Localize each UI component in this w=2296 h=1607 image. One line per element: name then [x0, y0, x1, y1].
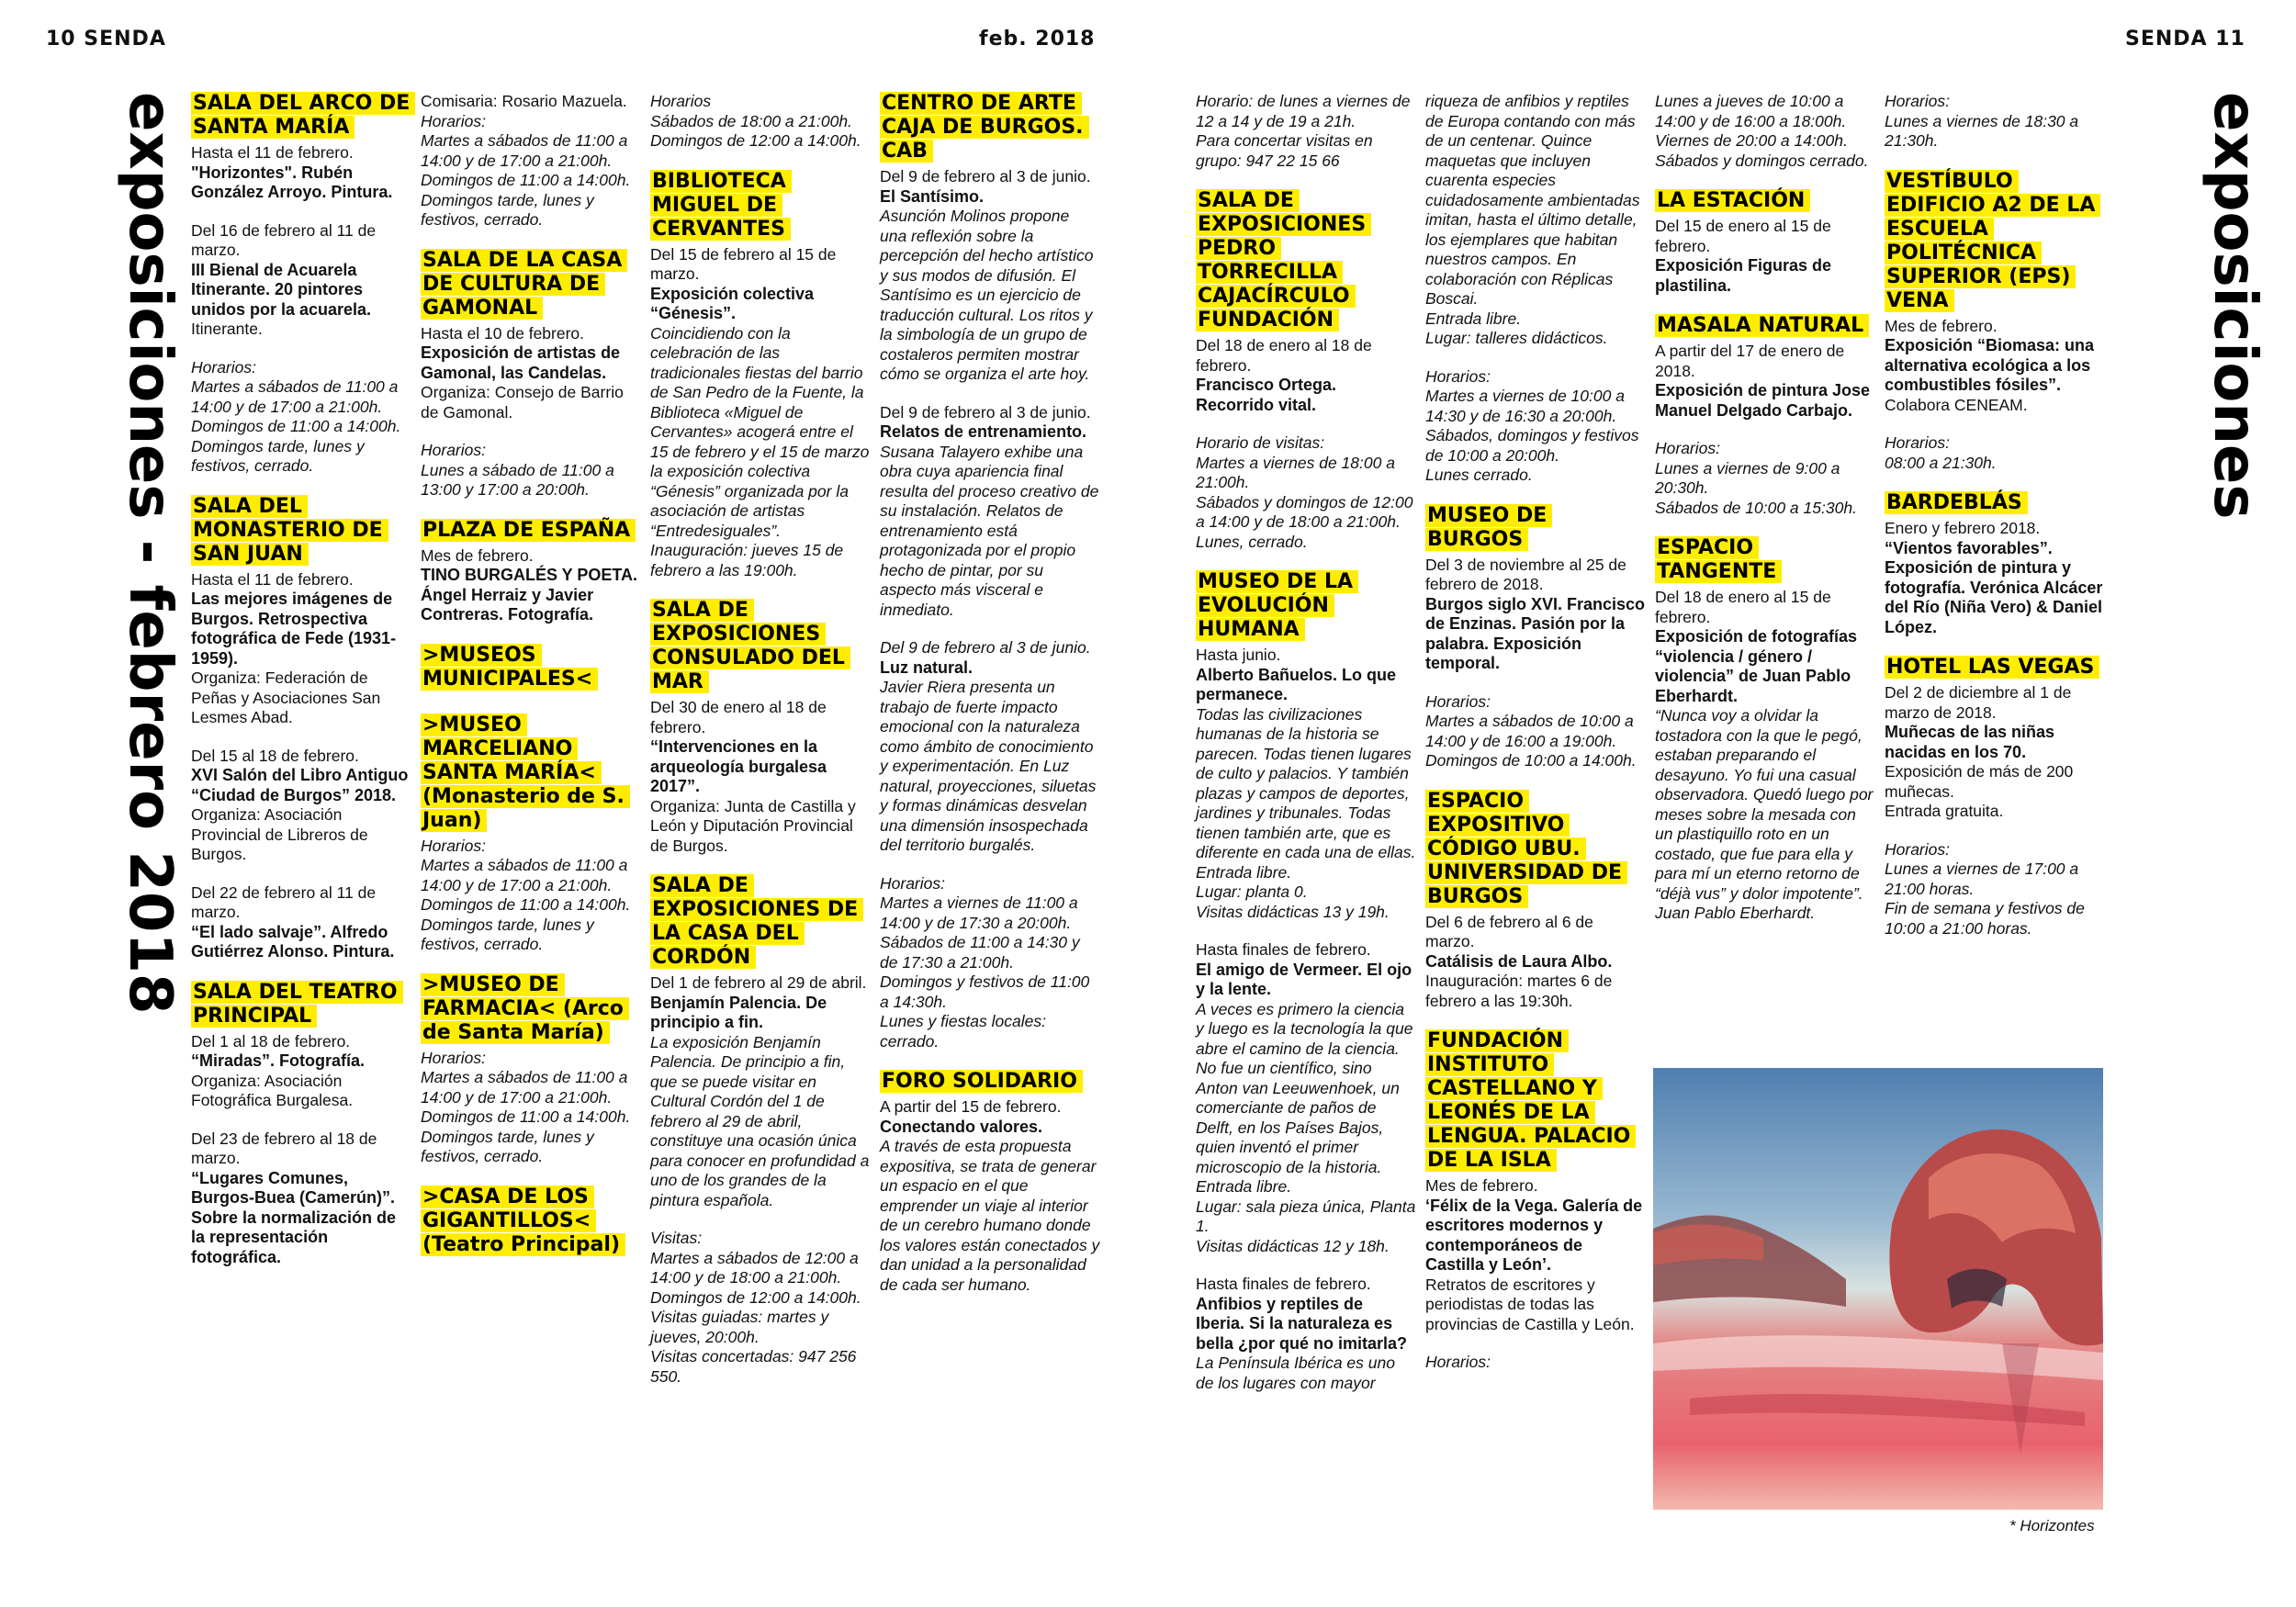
venue-heading — [880, 92, 1100, 163]
venue-heading — [1425, 790, 1646, 909]
spacer — [880, 856, 1100, 874]
spacer — [421, 500, 641, 519]
note-text: Fin de semana y festivos de 10:00 a 21:00 horas. — [1885, 899, 2085, 938]
column-7 — [1655, 92, 1875, 924]
venue-heading — [421, 973, 641, 1045]
venue-heading — [1655, 189, 1875, 213]
note-text: Asunción Molinos propone una reflexión sobre la percepción del hecho artístico y sus modos de difusión. El Santísimo es un ejercicio de traducción cultural. Los ritos y la simbología de un grupo de costaleros permiten mostrar cómo se organiza el arte hoy. — [880, 207, 1094, 383]
note-text: Domingos de 11:00 a 14:00h. — [191, 417, 401, 435]
venue-heading-text: >MUSEO DE FARMACIA< (Arco de Santa María) — [421, 973, 629, 1044]
spacer — [1196, 922, 1416, 940]
note-text: Lugar: talleres didácticos. — [1425, 329, 1608, 347]
note-text: Domingos y festivos de 11:00 a 14:30h. — [880, 972, 1090, 1011]
info-text: Organiza: Asociación Provincial de Libreros de Burgos. — [191, 805, 368, 863]
note-text: Domingos de 10:00 a 14:00h. — [1425, 751, 1637, 770]
note-text: Horarios: — [1425, 366, 1491, 386]
info-text: Hasta el 11 de febrero. — [191, 143, 354, 162]
exhibition-title: TINO BURGALÉS Y POETA. Ángel Herraiz y Javier Contreras. Fotografía. — [421, 566, 638, 624]
venue-heading-text: >CASA DE LOS GIGANTILLOS< (Teatro Principal) — [421, 1186, 625, 1256]
note-text: Entrada libre. — [1196, 1177, 1292, 1196]
venue-heading-text: SALA DE EXPOSICIONES CONSULADO DEL MAR — [650, 599, 850, 693]
spacer — [880, 385, 1100, 403]
venue-heading — [1885, 656, 2105, 680]
note-text: 08:00 a 21:30h. — [1885, 453, 1997, 472]
exhibition-title: “Intervenciones en la arqueología burgalesa 2017”. — [650, 737, 827, 795]
info-text: Mes de febrero. — [1425, 1176, 1538, 1195]
note-text: La Península Ibérica es uno de los lugares con mayor — [1196, 1354, 1395, 1392]
info-text: Del 2 de diciembre al 1 de marzo de 2018. — [1885, 683, 2072, 722]
exhibition-title: “Vientos favorables”. Exposición de pintura y fotografía. Verónica Alcácer del Río (Niña Vero) & Daniel López. — [1885, 538, 2103, 636]
note-text: Domingos de 11:00 a 14:00h. — [421, 171, 631, 189]
info-text: Itinerante. — [191, 320, 263, 338]
info-text: Del 9 de febrero al 3 de junio. — [880, 167, 1091, 185]
note-text: Martes a viernes de 10:00 a 14:30 y de 16:30 a 20:00h. — [1425, 387, 1625, 425]
venue-heading-text: PLAZA DE ESPAÑA — [421, 519, 636, 542]
venue-heading — [191, 495, 411, 567]
info-text: Del 22 de febrero al 11 de marzo. — [191, 882, 377, 921]
note-text: Sábados de 11:00 a 14:30 y de 17:30 a 21:00h. — [880, 933, 1080, 972]
spacer — [191, 728, 411, 747]
note-text: Martes a viernes de 18:00 a 21:00h. — [1196, 453, 1395, 491]
spacer — [191, 477, 411, 495]
spacer — [1885, 822, 2105, 840]
note-text: Horarios: — [1425, 1353, 1491, 1371]
venue-heading-text: MASALA NATURAL — [1655, 314, 1869, 337]
note-text: Juan Pablo Eberhardt. — [1655, 904, 1816, 922]
venue-heading — [191, 92, 411, 140]
exhibition-title: Exposición colectiva “Génesis”. — [650, 284, 815, 322]
venue-heading — [650, 874, 871, 970]
column-3 — [650, 92, 871, 1387]
spacer — [421, 422, 641, 441]
spacer — [1425, 486, 1646, 504]
venue-heading-text: MUSEO DE BURGOS — [1425, 504, 1552, 551]
venue-heading — [421, 644, 641, 691]
exhibition-title: Francisco Ortega. Recorrido vital. — [1196, 376, 1337, 414]
info-text: A partir del 17 de enero de 2018. — [1655, 342, 1845, 380]
column-6 — [1425, 92, 1646, 1373]
note-text: Sábados y domingos cerrado. — [1655, 151, 1869, 170]
spacer — [650, 856, 871, 874]
venue-heading-text: FORO SOLIDARIO — [880, 1070, 1083, 1093]
note-text: Martes a sábados de 12:00 a 14:00 y de 18:00 a 21:00h. — [650, 1248, 859, 1287]
venue-heading — [421, 249, 641, 320]
note-text: Domingos tarde, lunes y festivos, cerrado. — [421, 915, 594, 953]
note-text: Lunes a viernes de 9:00 a 20:30h. — [1655, 458, 1840, 497]
spacer — [421, 625, 641, 644]
venue-heading-text: MUSEO DE LA EVOLUCIÓN HUMANA — [1196, 570, 1358, 641]
venue-heading — [880, 1070, 1100, 1094]
side-title-left: exposiciones - febrero 2018 — [116, 92, 184, 1015]
exhibition-title: Exposición de pintura Jose Manuel Delgado Carbajo. — [1655, 381, 1871, 420]
spacer — [650, 152, 871, 170]
note-text: Susana Talayero exhibe una obra cuya apariencia final resulta del proceso creativo de su instalación. Relatos de entrenamiento está protagonizada por el propio hecho de pintar, por su aspecto más visceral e inmediato. — [880, 442, 1099, 619]
info-text: Mes de febrero. — [421, 545, 534, 565]
info-text: Organiza: Consejo de Barrio de Gamonal. — [421, 383, 624, 421]
note-text: Visitas concertadas: 947 256 550. — [650, 1347, 857, 1386]
info-text: Hasta finales de febrero. — [1196, 940, 1371, 959]
note-text: Horarios: — [191, 357, 256, 376]
note-text: Martes a sábados de 11:00 a 14:00 y de 17:00 a 21:00h. — [421, 1068, 628, 1107]
spacer — [1885, 152, 2105, 170]
info-text: Del 1 de febrero al 29 de abril. — [650, 973, 867, 992]
spacer — [880, 620, 1100, 638]
spacer — [191, 865, 411, 883]
info-text: Del 3 de noviembre al 25 de febrero de 2018. — [1425, 555, 1626, 593]
spacer — [191, 1111, 411, 1129]
info-text: A partir del 15 de febrero. — [880, 1097, 1062, 1116]
info-text: Organiza: Asociación Fotográfica Burgalesa. — [191, 1071, 354, 1109]
note-text: Martes a viernes de 11:00 a 14:00 y de 17:30 a 20:00h. — [880, 893, 1078, 932]
exhibition-title: Exposición de artistas de Gamonal, las Candelas. — [421, 343, 621, 382]
spacer — [1196, 1256, 1416, 1275]
note-text: Visitas: — [650, 1229, 703, 1247]
painting-horizontes — [1653, 1068, 2103, 1510]
venue-heading-text: HOTEL LAS VEGAS — [1885, 656, 2099, 679]
side-title-right: exposiciones — [2200, 92, 2268, 520]
venue-heading-text: ESPACIO EXPOSITIVO CÓDIGO UBU. UNIVERSIDAD DE BURGOS — [1425, 790, 1627, 908]
exhibition-title: Catálisis de Laura Albo. — [1425, 951, 1613, 971]
note-text: Horarios: — [1885, 92, 1950, 110]
venue-heading-text: CENTRO DE ARTE CAJA DE BURGOS. CAB — [880, 92, 1089, 163]
note-text: Domingos de 12:00 a 14:00h. — [650, 131, 861, 150]
spacer — [1885, 637, 2105, 656]
info-text: Inauguración: martes 6 de febrero a las 19:30h. — [1425, 972, 1613, 1010]
exhibition-title: "Horizontes". Rubén González Arroyo. Pintura. — [191, 163, 393, 201]
exhibition-title: Exposición “Biomasa: una alternativa ecológica a los combustibles fósiles”. — [1885, 336, 2095, 394]
exhibition-title: Muñecas de las niñas nacidas en los 70. — [1885, 723, 2055, 761]
venue-heading-text: BARDEBLÁS — [1885, 491, 2028, 514]
exhibition-title: El Santísimo. — [880, 186, 985, 206]
note-text: Horarios: — [421, 441, 486, 459]
spacer — [650, 1210, 871, 1229]
page-number-left: 10 SENDA — [46, 28, 166, 51]
exhibition-title: Exposición Figuras de plastilina. — [1655, 256, 1832, 295]
note-text: Sábados de 10:00 a 15:30h. — [1655, 498, 1857, 517]
note-text: Horarios: — [1885, 839, 1950, 859]
note-text: A través de esta propuesta expositiva, se trata de generar un espacio en el que emprender un viaje al interior de un cerebro humano donde los valores están conectados y dan unidad a la personalidad de cada ser humano. — [880, 1137, 1100, 1294]
note-text: Horario de visitas: — [1196, 433, 1325, 452]
note-text: Horarios: — [421, 836, 486, 855]
note-text: Visitas guiadas: martes y jueves, 20:00h. — [650, 1308, 829, 1346]
info-text: Hasta finales de febrero. — [1196, 1275, 1371, 1293]
info-text: Del 1 al 18 de febrero. — [191, 1031, 351, 1051]
note-text: A veces es primero la ciencia y luego es la tecnología la que abre el camino de la ciencia. No fue un científico, sino Anton van Leeuwenhoek, un comerciante de paños de Delft, en los Países Bajos, quien inventó el primer microscopio de la historia. — [1196, 999, 1413, 1176]
note-text: Horarios: — [1425, 691, 1491, 711]
spacer — [421, 230, 641, 249]
info-text: Del 15 al 18 de febrero. — [191, 746, 359, 765]
venue-heading — [650, 599, 871, 694]
exhibition-title: XVI Salón del Libro Antiguo “Ciudad de Burgos” 2018. — [191, 766, 409, 804]
column-1 — [191, 92, 411, 1267]
info-text: Del 23 de febrero al 18 de marzo. — [191, 1129, 377, 1167]
spacer — [1655, 421, 1875, 439]
spacer — [650, 580, 871, 599]
spacer — [1655, 518, 1875, 536]
note-text: Para concertar visitas en grupo: 947 22 15 66 — [1196, 131, 1373, 170]
note-text: Martes a sábados de 11:00 a 14:00 y de 17:00 a 21:00h. — [421, 131, 628, 170]
venue-heading — [191, 981, 411, 1028]
venue-heading — [421, 519, 641, 543]
note-text: Lunes a viernes de 17:00 a 21:00 horas. — [1885, 860, 2079, 898]
note-text: Todas las civilizaciones humanas de la historia se parecen. Todas tienen lugares de culto y palacios. Y también plazas y campos de deportes, jardines y tribunales. Todas tienen también arte, que es diferente en cada una de ellas. — [1196, 704, 1416, 861]
exhibition-title: “Miradas”. Fotografía. — [191, 1051, 366, 1070]
spacer — [1425, 1011, 1646, 1029]
spacer — [1425, 674, 1646, 692]
venue-heading-text: SALA DE EXPOSICIONES DE LA CASA DEL CORDÓN — [650, 874, 863, 969]
venue-heading — [1655, 314, 1875, 338]
note-text: Sábados y domingos de 12:00 a 14:00 y de 18:00 a 21:00h. — [1196, 492, 1413, 531]
exhibition-title: ‘Félix de la Vega. Galería de escritores modernos y contemporáneos de Castilla y León’. — [1425, 1196, 1643, 1274]
exhibition-title: Anfibios y reptiles de Iberia. Si la naturaleza es bella ¿por qué no imitarla? — [1196, 1294, 1408, 1353]
note-text: Sábados de 18:00 a 21:00h. — [650, 111, 852, 130]
spacer — [1655, 171, 1875, 189]
spacer — [1425, 1334, 1646, 1353]
note-text: Lunes y fiestas locales: cerrado. — [880, 1012, 1046, 1051]
spacer — [1196, 171, 1416, 189]
venue-heading-text: >MUSEO MARCELIANO SANTA MARÍA< (Monasterio de S. Juan) — [421, 714, 630, 832]
venue-heading-text: LA ESTACIÓN — [1655, 189, 1810, 212]
spacer — [1655, 296, 1875, 314]
info-text: Exposición de más de 200 muñecas. — [1885, 762, 2074, 801]
exhibition-title: El amigo de Vermeer. El ojo y la lente. — [1196, 960, 1412, 998]
info-text: Hasta el 11 de febrero. — [191, 569, 354, 589]
note-text: Coincidiendo con la celebración de las tradicionales fiestas del barrio de San Pedro de la Fuente, la Biblioteca «Miguel de Cervantes» acogerá entre el 15 de febrero y el 15 de marzo la exposición colectiva “Génesis” organizada por la asociación de artistas “Entredesiguales”. Inauguración: jueves 15 de febrero a las 19:00h. — [650, 323, 870, 579]
exhibition-title: Luz natural. — [880, 657, 974, 677]
venue-heading-text: SALA DE LA CASA DE CULTURA DE GAMONAL — [421, 249, 627, 320]
info-text: Hasta junio. — [1196, 646, 1281, 664]
venue-heading — [1196, 189, 1416, 332]
info-text: Comisaria: Rosario Mazuela. — [421, 92, 627, 110]
note-text: Horarios: — [880, 873, 945, 893]
info-text: Del 30 de enero al 18 de febrero. — [650, 698, 827, 736]
note-text: Domingos tarde, lunes y festivos, cerrado. — [421, 190, 594, 229]
exhibition-title: Exposición de fotografías “violencia / género / violencia” de Juan Pablo Eberhardt. — [1655, 627, 1858, 705]
note-text: Martes a sábados de 11:00 a 14:00 y de 17:00 a 21:00h. — [421, 856, 628, 894]
column-2 — [421, 92, 641, 1261]
exhibition-title: Relatos de entrenamiento. — [880, 422, 1087, 441]
note-text: Horarios: — [1885, 433, 1950, 452]
note-text: riqueza de anfibios y reptiles de Europa contando con más de un centenar. Quince maquetas que incluyen cuarenta especies cuidadosamente ambientadas imitan, hasta el último detalle, los ejemplares que habitan nuestros campos. En colaboración con Réplicas Boscai. — [1425, 92, 1640, 308]
note-text: Entrada libre. — [1425, 309, 1522, 328]
spacer — [421, 955, 641, 973]
spacer — [191, 340, 411, 358]
spacer — [1196, 552, 1416, 570]
column-4 — [880, 92, 1100, 1295]
venue-heading — [1885, 170, 2105, 313]
image-caption: * Horizontes — [2009, 1517, 2095, 1534]
venue-heading — [1885, 491, 2105, 515]
info-text: Entrada gratuita. — [1885, 802, 2004, 820]
venue-heading-text: ESPACIO TANGENTE — [1655, 536, 1782, 583]
column-5 — [1196, 92, 1416, 1393]
info-text: Organiza: Junta de Castilla y León y Diputación Provincial de Burgos. — [650, 796, 856, 855]
spacer — [1885, 415, 2105, 433]
info-text: Organiza: Federación de Peñas y Asociaciones San Lesmes Abad. — [191, 669, 381, 726]
info-text: Enero y febrero 2018. — [1885, 519, 2041, 537]
venue-heading — [1425, 1029, 1646, 1173]
info-text: Del 18 de enero al 15 de febrero. — [1655, 588, 1831, 626]
venue-heading-text: SALA DEL MONASTERIO DE SAN JUAN — [191, 495, 388, 566]
note-text: Horarios: — [421, 1048, 486, 1067]
info-text: Del 15 de febrero al 15 de marzo. — [650, 244, 837, 283]
info-text: Del 16 de febrero al 11 de marzo. — [191, 220, 377, 259]
exhibition-title: Burgos siglo XVI. Francisco de Enzinas. Pasión por la palabra. Exposición temporal. — [1425, 594, 1646, 672]
spacer — [421, 1167, 641, 1186]
note-text: Lunes cerrado. — [1425, 466, 1533, 484]
note-text: Horario: de lunes a viernes de 12 a 14 y de 19 a 21h. — [1196, 92, 1411, 130]
note-text: Domingos de 11:00 a 14:00h. — [421, 1107, 631, 1126]
venue-heading-text: SALA DEL ARCO DE SANTA MARÍA — [191, 92, 415, 139]
note-text: La exposición Benjamín Palencia. De principio a fin, que se puede visitar en Cultural Cordón del 1 de febrero al 29 de abril, constituye una ocasión única para conocer en profundidad a uno de los grandes de la pintura española. — [650, 1032, 870, 1209]
venue-heading-text: BIBLIOTECA MIGUEL DE CERVANTES — [650, 170, 792, 241]
exhibition-title: “El lado salvaje”. Alfredo Gutiérrez Alonso. Pintura. — [191, 922, 395, 961]
venue-heading-text: FUNDACIÓN INSTITUTO CASTELLANO Y LEONÉS DE LA LENGUA. PALACIO DE LA ISLA — [1425, 1029, 1636, 1172]
info-text: Hasta el 10 de febrero. — [421, 323, 585, 343]
note-text: Visitas didácticas 13 y 19h. — [1196, 902, 1390, 921]
note-text: Del 9 de febrero al 3 de junio. — [880, 638, 1091, 657]
note-text: Domingos de 11:00 a 14:00h. — [421, 895, 631, 914]
spacer — [1425, 771, 1646, 790]
venue-heading-text: SALA DE EXPOSICIONES PEDRO TORRECILLA CAJACÍRCULO FUNDACIÓN — [1196, 189, 1371, 332]
info-text: Colabora CENEAM. — [1885, 395, 2028, 414]
venue-heading-text: VESTÍBULO EDIFICIO A2 DE LA ESCUELA POLITÉCNICA SUPERIOR (EPS) VENA — [1885, 170, 2100, 312]
spacer — [1425, 349, 1646, 367]
info-text: Retratos de escritores y periodistas de todas las provincias de Castilla y León. — [1425, 1275, 1635, 1333]
issue-date: feb. 2018 — [979, 28, 1096, 51]
note-text: Horarios — [650, 92, 712, 110]
venue-heading — [421, 1186, 641, 1257]
note-text: Horarios: — [421, 111, 486, 130]
info-text: Del 15 de enero al 15 de febrero. — [1655, 217, 1831, 255]
venue-heading — [1196, 570, 1416, 642]
exhibition-title: Alberto Bañuelos. Lo que permanece. — [1196, 665, 1397, 703]
venue-heading-text: >MUSEOS MUNICIPALES< — [421, 644, 598, 691]
note-text: Javier Riera presenta un trabajo de fuerte impacto emocional con la naturaleza como ámbito de conocimiento y experimentación. En Luz natural, proyecciones, siluetas y formas dinámicas desvelan una dimensión insospechada del territorio burgalés. — [880, 678, 1097, 854]
note-text: Martes a sábados de 11:00 a 14:00 y de 17:00 a 21:00h. — [191, 377, 399, 416]
page-number-right: SENDA 11 — [2125, 28, 2245, 51]
note-text: Lunes a sábado de 11:00 a 13:00 y 17:00 a 20:00h. — [421, 460, 614, 499]
info-text: Del 6 de febrero al 6 de marzo. — [1425, 912, 1593, 950]
note-text: Domingos de 12:00 a 14:00h. — [650, 1287, 861, 1307]
note-text: Lunes, cerrado. — [1196, 532, 1308, 551]
note-text: Lunes a viernes de 18:30 a 21:30h. — [1885, 111, 2079, 150]
note-text: Lunes a jueves de 10:00 a 14:00 y de 16:00 a 18:00h. — [1655, 92, 1847, 130]
spacer — [191, 203, 411, 221]
note-text: Sábados, domingos y festivos de 10:00 a 20:00h. — [1425, 426, 1639, 465]
exhibition-title: “Lugares Comunes, Burgos-Buea (Camerún)”. Sobre la normalización de la representación fotográfica. — [191, 1168, 397, 1266]
note-text: Lugar: sala pieza única, Planta 1. — [1196, 1197, 1416, 1235]
spacer — [191, 962, 411, 981]
spacer — [880, 1051, 1100, 1070]
note-text: Viernes de 20:00 a 14:00h. — [1655, 131, 1848, 150]
exhibition-title: Conectando valores. — [880, 1117, 1043, 1136]
note-text: Lugar: planta 0. — [1196, 882, 1308, 901]
spacer — [1885, 473, 2105, 491]
exhibition-title: III Bienal de Acuarela Itinerante. 20 pintores unidos por la acuarela. — [191, 260, 372, 319]
exhibition-title: Benjamín Palencia. De principio a fin. — [650, 993, 827, 1031]
note-text: Martes a sábados de 10:00 a 14:00 y de 16:00 a 19:00h. — [1425, 712, 1634, 750]
note-text: “Nunca voy a olvidar la tostadora con la que le pegó, estaban preparando el desayuno. Yo fui una casual observadora. Quedó luego por meses sobre la mesada con un plastiquillo roto en un costado, que fue para ella y para mí un eterno retorno de “déjà vus” y dolor impotente”. — [1655, 706, 1874, 903]
venue-heading-text: SALA DEL TEATRO PRINCIPAL — [191, 981, 403, 1028]
note-text: Visitas didácticas 12 y 18h. — [1196, 1236, 1390, 1255]
venue-heading — [1425, 504, 1646, 552]
exhibition-title: Las mejores imágenes de Burgos. Retrospectiva fotográfica de Fede (1931-1959). — [191, 590, 397, 668]
spacer — [421, 695, 641, 714]
column-8 — [1885, 92, 2105, 938]
info-text: Mes de febrero. — [1885, 316, 1998, 335]
spacer — [1196, 415, 1416, 433]
note-text: Entrada libre. — [1196, 862, 1292, 882]
venue-heading — [650, 170, 871, 242]
note-text: Domingos tarde, lunes y festivos, cerrado. — [191, 436, 365, 475]
note-text: Horarios: — [1655, 439, 1720, 457]
venue-heading — [421, 714, 641, 833]
venue-heading — [1655, 536, 1875, 584]
info-text: Del 18 de enero al 18 de febrero. — [1196, 336, 1372, 375]
info-text: Del 9 de febrero al 3 de junio. — [880, 402, 1091, 421]
note-text: Domingos tarde, lunes y festivos, cerrado. — [421, 1127, 594, 1165]
